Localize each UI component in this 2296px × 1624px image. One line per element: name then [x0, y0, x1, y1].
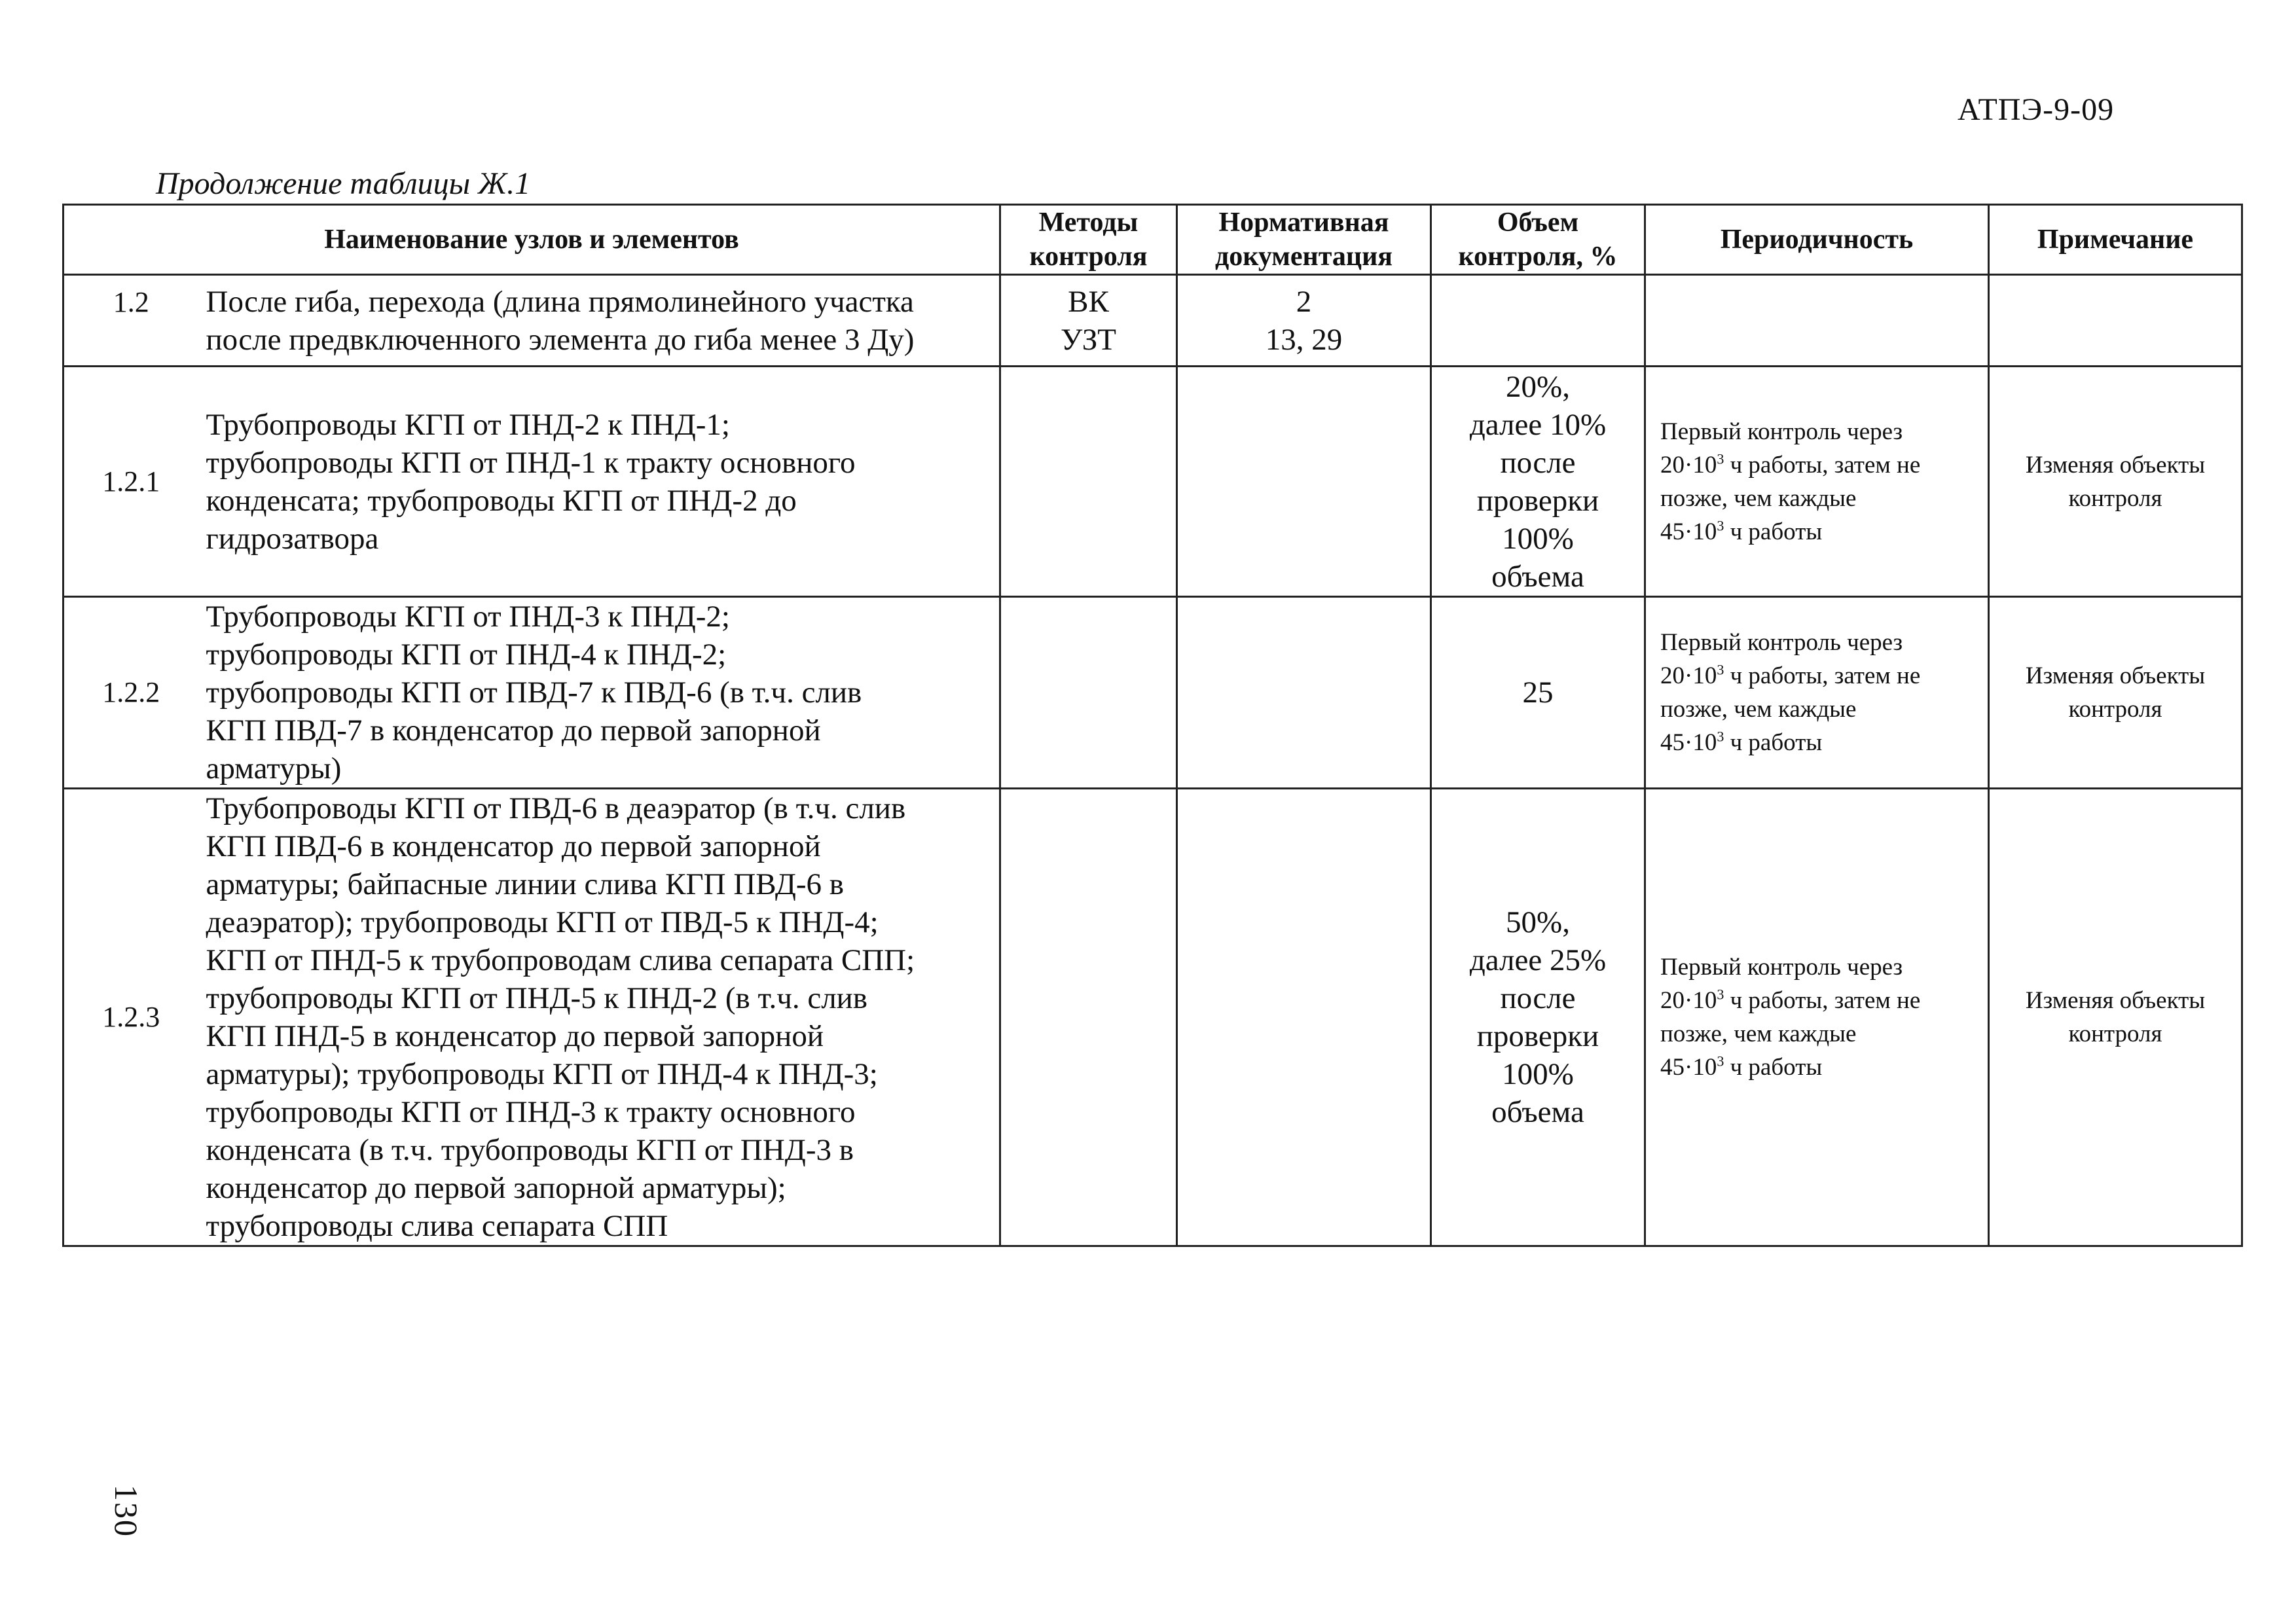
volume-line: проверки — [1476, 1019, 1599, 1053]
table-header-row — [64, 205, 2242, 275]
note-line: контроля — [2068, 484, 2162, 512]
volume-line: 100% — [1502, 521, 1574, 556]
volume-line: далее 10% — [1469, 407, 1607, 442]
periodicity-exponent: 3 — [1717, 661, 1724, 678]
row-normative — [1177, 367, 1431, 597]
note-line: Изменяя объекты — [2025, 987, 2206, 1014]
row-name-line: Трубопроводы КГП от ПНД-3 к ПНД-2; — [206, 600, 730, 634]
row-name-line: конденсатор до первой запорной арматуры); — [206, 1171, 786, 1205]
row-name-line: конденсата; трубопроводы КГП от ПНД-2 до — [206, 483, 797, 518]
volume-line: 100% — [1502, 1057, 1574, 1091]
page-number: 130 — [108, 1485, 145, 1538]
periodicity-text: ч работы, затем не — [1724, 662, 1921, 689]
periodicity-value: 45·10 — [1660, 518, 1717, 545]
row-volume — [1431, 275, 1645, 367]
row-note — [1989, 597, 2242, 789]
table-row — [64, 597, 2242, 789]
row-name-line: КГП от ПНД-5 к трубопроводам слива сепарата СПП; — [206, 943, 915, 977]
periodicity-text: ч работы — [1724, 518, 1823, 545]
row-periodicity — [1645, 789, 1989, 1246]
row-methods — [1000, 367, 1177, 597]
row-number: 1.2.2 — [64, 597, 198, 789]
row-name-line: трубопроводы КГП от ПНД-4 к ПНД-2; — [206, 638, 727, 672]
periodicity-value: 20·10 — [1660, 451, 1717, 478]
row-methods — [1000, 597, 1177, 789]
row-name-line: арматуры) — [206, 751, 342, 785]
table-row — [64, 367, 2242, 597]
row-name-line: КГП ПВД-6 в конденсатор до первой запорной — [206, 829, 821, 863]
periodicity-line — [1660, 659, 1982, 693]
row-name-line: трубопроводы КГП от ПНД-1 к тракту основного — [206, 445, 856, 480]
row-methods — [1000, 275, 1177, 367]
periodicity-line: Первый контроль через — [1660, 954, 1903, 981]
header-note: Примечание — [1989, 205, 2242, 275]
row-normative — [1177, 789, 1431, 1246]
row-name — [198, 367, 1000, 597]
periodicity-text: ч работы — [1724, 729, 1823, 756]
periodicity-line: позже, чем каждые — [1660, 1020, 1857, 1047]
periodicity-exponent: 3 — [1717, 450, 1724, 467]
periodicity-line: позже, чем каждые — [1660, 484, 1857, 512]
row-name-line: арматуры; байпасные линии слива КГП ПВД-6 в — [206, 867, 844, 901]
row-name-line: деаэратор); трубопроводы КГП от ПВД-5 к ПНД-4; — [206, 905, 879, 939]
document-code: АТПЭ-9-09 — [1958, 92, 2115, 127]
periodicity-line — [1660, 515, 1982, 549]
periodicity-text: ч работы, затем не — [1724, 451, 1921, 478]
table-row — [64, 789, 2242, 1246]
row-periodicity — [1645, 597, 1989, 789]
periodicity-exponent: 3 — [1717, 1053, 1724, 1070]
header-name: Наименование узлов и элементов — [64, 205, 1000, 275]
header-volume — [1431, 205, 1645, 275]
row-periodicity — [1645, 275, 1989, 367]
row-name-line: КГП ПНД-5 в конденсатор до первой запорной — [206, 1019, 824, 1053]
row-name — [198, 789, 1000, 1246]
volume-line: 20%, — [1506, 369, 1570, 404]
row-normative — [1177, 275, 1431, 367]
header-methods — [1000, 205, 1177, 275]
periodicity-line — [1660, 448, 1982, 482]
periodicity-exponent: 3 — [1717, 728, 1724, 745]
volume-line: проверки — [1476, 483, 1599, 518]
row-volume: 25 — [1431, 597, 1645, 789]
row-name — [198, 597, 1000, 789]
table-row — [64, 275, 2242, 367]
periodicity-text: ч работы, затем не — [1724, 987, 1921, 1014]
row-name-line: конденсата (в т.ч. трубопроводы КГП от ПНД-3 в — [206, 1133, 854, 1167]
row-name-line: трубопроводы КГП от ПВД-7 к ПВД-6 (в т.ч. слив — [206, 676, 862, 710]
row-number: 1.2.1 — [64, 367, 198, 597]
row-note — [1989, 789, 2242, 1246]
row-name-line: КГП ПВД-7 в конденсатор до первой запорной — [206, 713, 821, 748]
periodicity-value: 20·10 — [1660, 987, 1717, 1014]
header-volume-line: контроля, % — [1458, 242, 1618, 272]
row-name-line: После гиба, перехода (длина прямолинейного участка — [206, 284, 914, 319]
header-methods-line: контроля — [1029, 242, 1148, 272]
volume-line: после — [1500, 981, 1576, 1015]
normative-value: 2 — [1296, 284, 1312, 319]
row-normative — [1177, 597, 1431, 789]
note-line: контроля — [2068, 1020, 2162, 1047]
row-note — [1989, 275, 2242, 367]
note-line: Изменяя объекты — [2025, 451, 2206, 478]
header-normative — [1177, 205, 1431, 275]
note-line: контроля — [2068, 696, 2162, 723]
inspection-table — [62, 204, 2243, 1247]
table-continuation-caption: Продолжение таблицы Ж.1 — [156, 166, 531, 201]
header-methods-line: Методы — [1038, 208, 1139, 238]
row-name-line: трубопроводы КГП от ПНД-5 к ПНД-2 (в т.ч. слив — [206, 981, 867, 1015]
periodicity-line — [1660, 1051, 1982, 1084]
header-periodicity: Периодичность — [1645, 205, 1989, 275]
row-name-line: гидрозатвора — [206, 521, 379, 556]
periodicity-line — [1660, 984, 1982, 1017]
row-periodicity — [1645, 367, 1989, 597]
periodicity-line — [1660, 726, 1982, 759]
row-volume — [1431, 789, 1645, 1246]
row-note — [1989, 367, 2242, 597]
row-name-line: Трубопроводы КГП от ПВД-6 в деаэратор (в т.ч. слив — [206, 791, 906, 825]
row-number: 1.2.3 — [64, 789, 198, 1246]
header-volume-line: Объем — [1497, 208, 1579, 238]
row-name — [198, 275, 1000, 367]
periodicity-line: позже, чем каждые — [1660, 696, 1857, 723]
volume-line: после — [1500, 445, 1576, 480]
method-value: ВК — [1068, 284, 1109, 319]
volume-line: далее 25% — [1469, 943, 1607, 977]
header-normative-line: Нормативная — [1218, 208, 1389, 238]
volume-line: объема — [1491, 559, 1584, 594]
volume-line: 50%, — [1506, 905, 1570, 939]
row-name-line: трубопроводы слива сепарата СПП — [206, 1209, 668, 1243]
periodicity-line: Первый контроль через — [1660, 418, 1903, 445]
header-normative-line: документация — [1214, 242, 1393, 272]
periodicity-value: 20·10 — [1660, 662, 1717, 689]
row-name-line: после предвключенного элемента до гиба менее 3 Ду) — [206, 322, 915, 357]
volume-line: объема — [1491, 1095, 1584, 1129]
normative-value: 13, 29 — [1265, 322, 1343, 357]
row-name-line: трубопроводы КГП от ПНД-3 к тракту основного — [206, 1095, 856, 1129]
periodicity-value: 45·10 — [1660, 1054, 1717, 1081]
row-name-line: Трубопроводы КГП от ПНД-2 к ПНД-1; — [206, 407, 730, 442]
row-number: 1.2 — [64, 275, 198, 367]
method-value: УЗТ — [1061, 322, 1116, 357]
periodicity-exponent: 3 — [1717, 517, 1724, 534]
periodicity-line: Первый контроль через — [1660, 629, 1903, 656]
row-name-line: арматуры); трубопроводы КГП от ПНД-4 к ПНД-3; — [206, 1057, 878, 1091]
row-volume — [1431, 367, 1645, 597]
periodicity-value: 45·10 — [1660, 729, 1717, 756]
periodicity-text: ч работы — [1724, 1054, 1823, 1081]
note-line: Изменяя объекты — [2025, 662, 2206, 689]
periodicity-exponent: 3 — [1717, 986, 1724, 1003]
row-methods — [1000, 789, 1177, 1246]
